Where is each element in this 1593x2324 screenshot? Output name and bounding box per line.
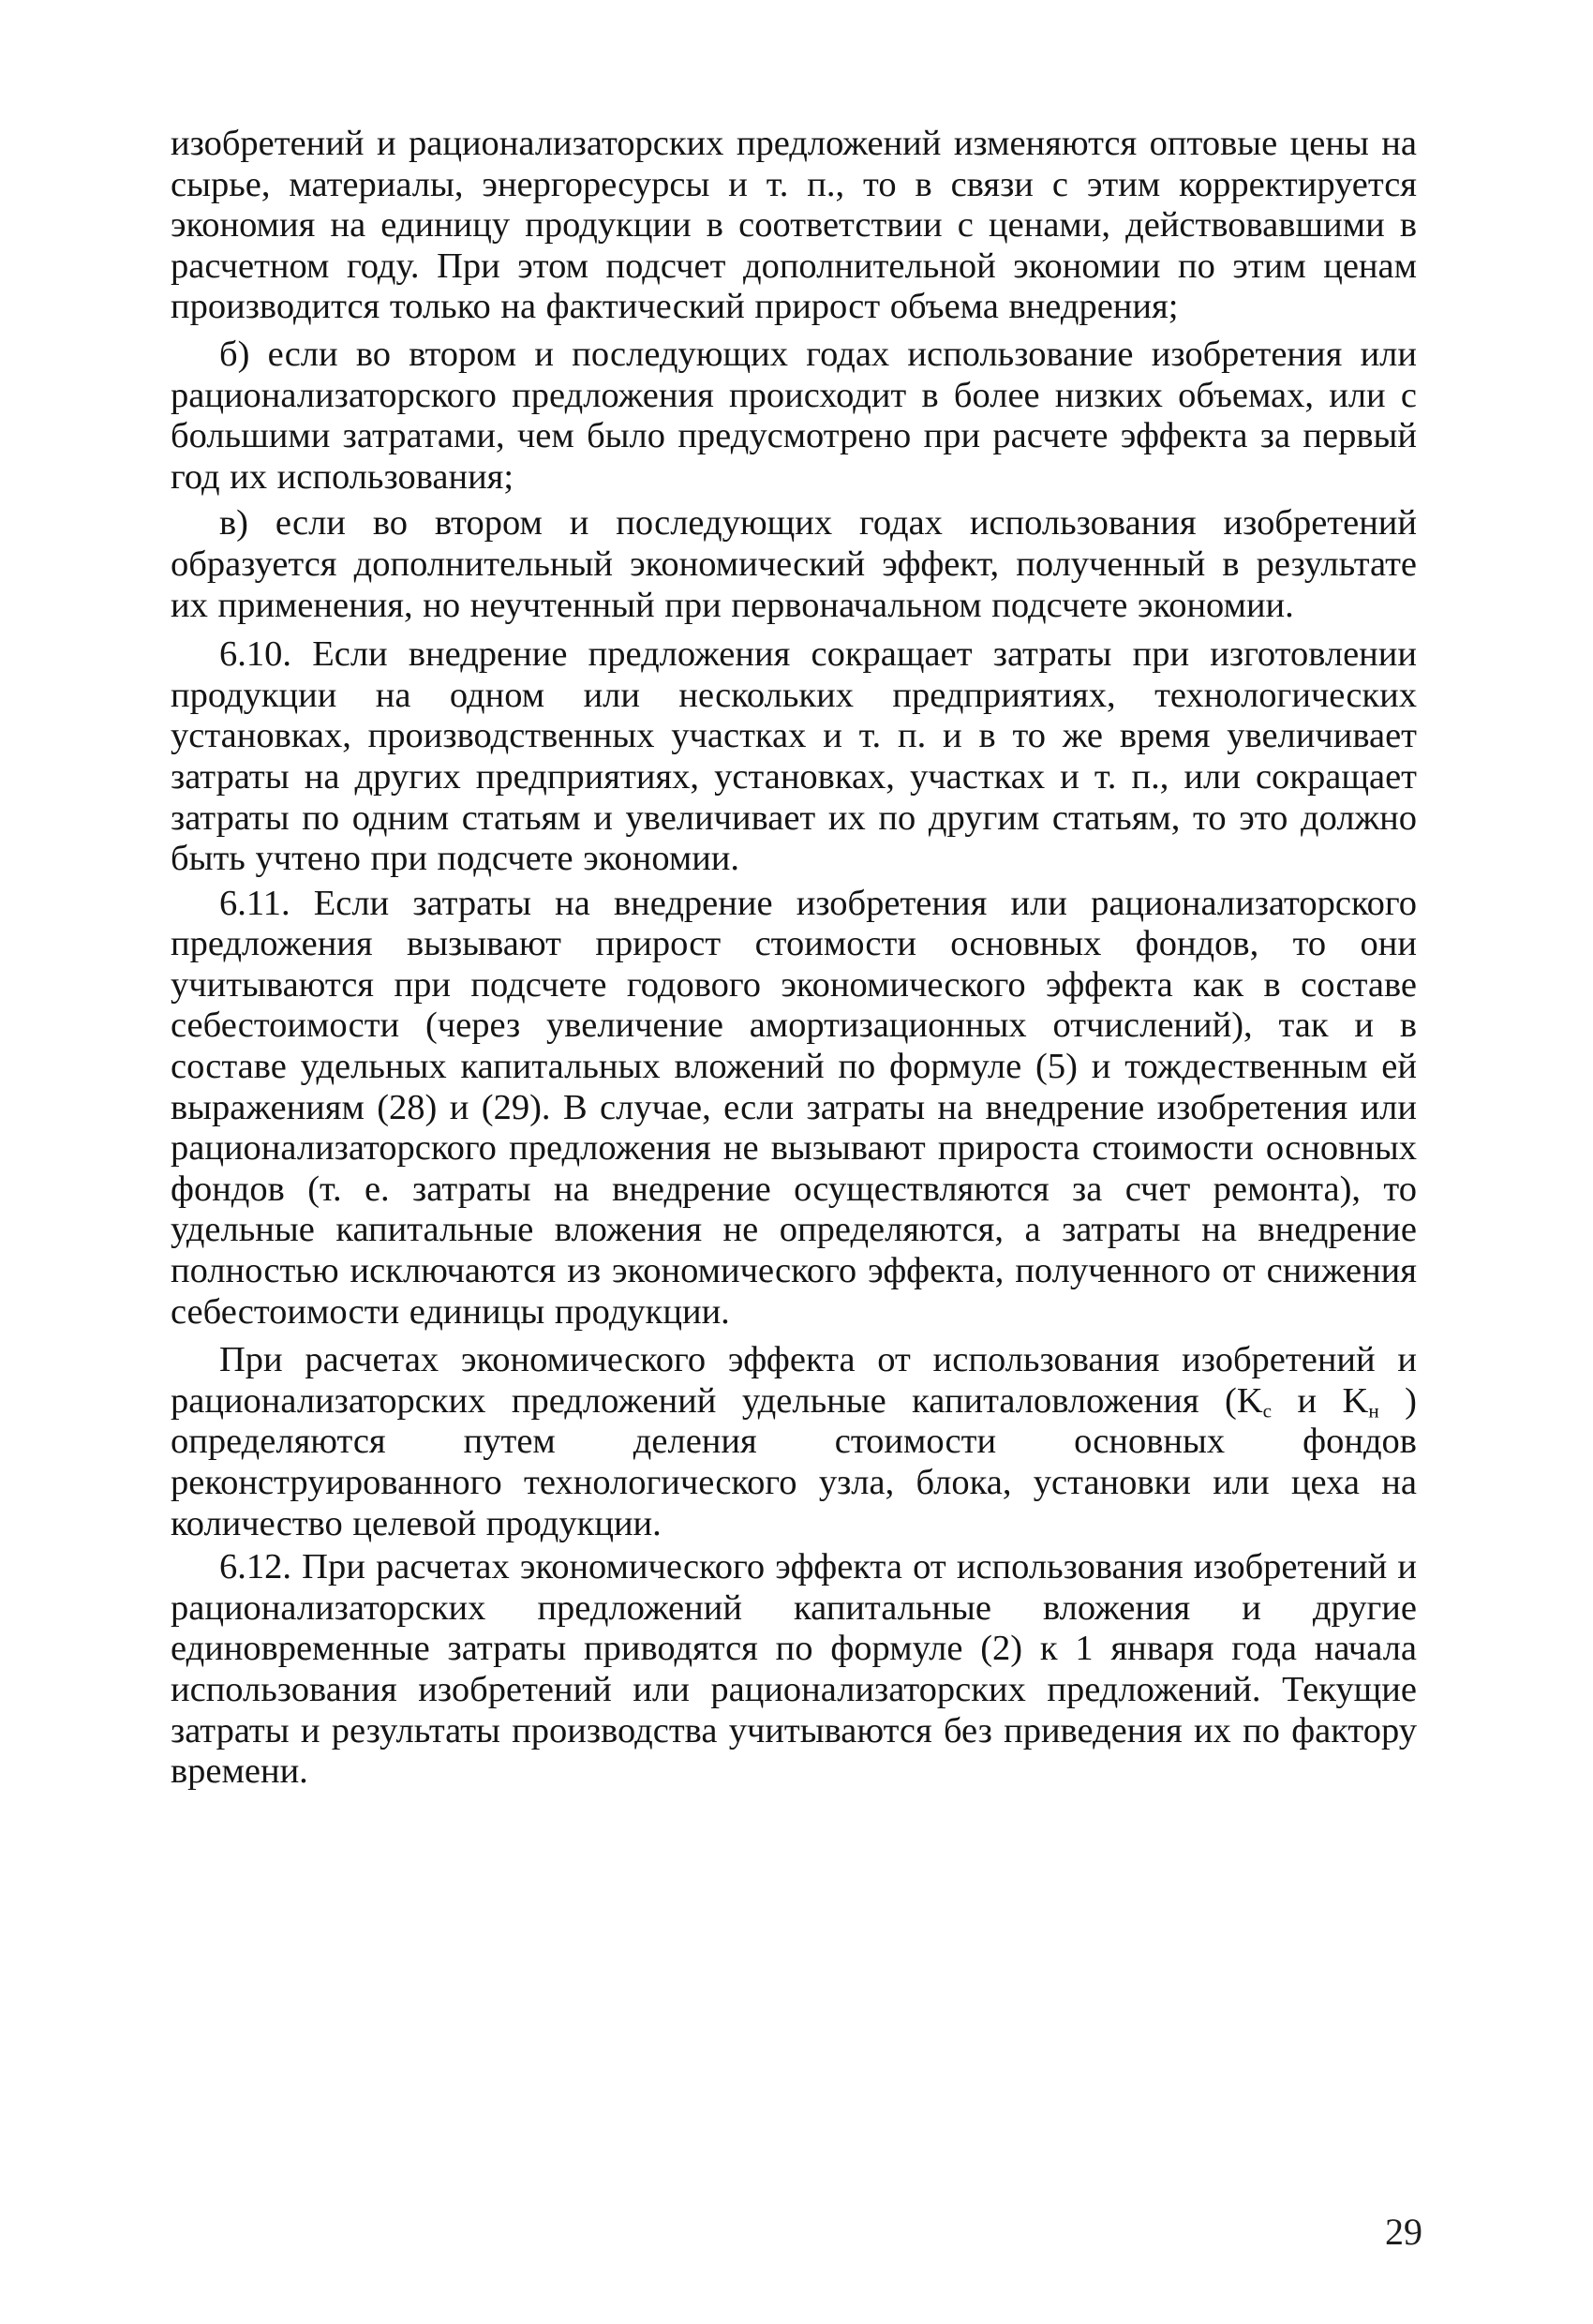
paragraph-capital-investments	[171, 1340, 1417, 1544]
document-page	[171, 124, 1417, 1793]
capital-text-part-1: При расчетах экономического эффекта от использования изобретений и рационализаторских предложений удельные капиталовложения (K	[171, 1340, 1417, 1421]
capital-text-part-3: ) определяются путем деления стоимости основных фондов реконструированного технологического узла, блока, установки или цеха на количество целевой продукции.	[171, 1380, 1417, 1543]
paragraph-section-6-10: 6.10. Если внедрение предложения сокращает затраты при изготовлении продукции на одном или нескольких предприятиях, технологических установках, производственных участках и т. п. и в то же время увеличивает затраты на других предприятиях, установках, участках и т. п., или сокращает затраты по одним статьям и увеличивает их по другим статьям, то это должно быть учтено при подсчете экономии.	[171, 634, 1417, 879]
paragraph-continuation: изобретений и рационализаторских предложений изменяются оптовые цены на сырье, материалы, энергоресурсы и т. п., то в связи с этим корректируется экономия на единицу продукции в соответствии с ценами, действовавшими в расчетном году. При этом подсчет дополнительной экономии по этим ценам производится только на фактический прирост объема внедрения;	[171, 124, 1417, 327]
subscript-n: н	[1368, 1399, 1379, 1423]
paragraph-section-6-11: 6.11. Если затраты на внедрение изобретения или рационализаторского предложения вызывают прирост стоимости основных фондов, то они учитываются при подсчете годового экономического эффекта как в составе себестоимости (через увеличение амортизационных отчислений), так и в составе удельных капитальных вложений по формуле (5) и тождественным ей выражениям (28) и (29). В случае, если затраты на внедрение изобретения или рационализаторского предложения не вызывают прироста стоимости основных фондов (т. е. затраты на внедрение осуществляются за счет ремонта), то удельные капитальные вложения не определяются, а затраты на внедрение полностью исключаются из экономического эффекта, полученного от снижения себестоимости единицы продукции.	[171, 883, 1417, 1332]
capital-text-part-2: и K	[1272, 1380, 1369, 1421]
subscript-c: c	[1262, 1399, 1273, 1423]
page-number: 29	[1385, 2211, 1422, 2253]
paragraph-item-v: в) если во втором и последующих годах использования изобретений образуется дополнительный экономический эффект, полученный в результате их применения, но неучтенный при первоначальном подсчете экономии.	[171, 503, 1417, 625]
paragraph-section-6-12: 6.12. При расчетах экономического эффекта от использования изобретений и рационализаторских предложений капитальные вложения и другие единовременные затраты приводятся по формуле (2) к 1 января года начала использования изобретений или рационализаторских предложений. Текущие затраты и результаты производства учитываются без приведения их по фактору времени.	[171, 1547, 1417, 1792]
paragraph-item-b: б) если во втором и последующих годах использование изобретения или рационализаторского предложения происходит в более низких объемах, или с большими затратами, чем было предусмотрено при расчете эффекта за первый год их использования;	[171, 334, 1417, 497]
